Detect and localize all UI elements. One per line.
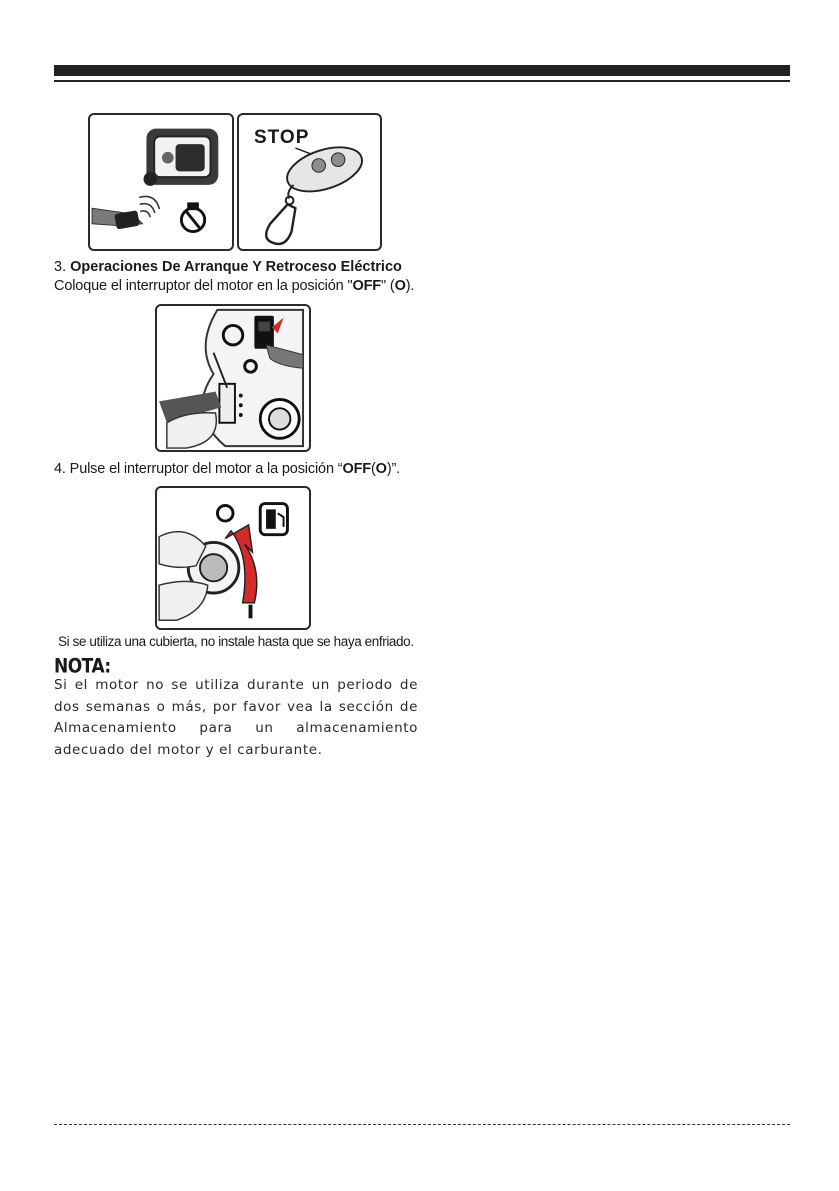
- section3-title: Operaciones De Arranque Y Retroceso Eléctrico: [70, 259, 402, 275]
- stop-label: STOP: [254, 127, 310, 148]
- engine-switch-illustration: [157, 306, 309, 450]
- figure-engine-switch: [155, 304, 311, 452]
- header-rule: [54, 80, 790, 82]
- footer-rule: [54, 1124, 790, 1125]
- key-fob-illustration: [239, 115, 380, 249]
- section4-text-a: 4. Pulse el interruptor del motor a la posición “: [54, 461, 343, 477]
- section3-off: OFF: [352, 278, 381, 294]
- section3-text-c: ).: [405, 278, 415, 294]
- nota-title: NOTA:: [54, 655, 111, 678]
- figure-generator-remote: [88, 113, 234, 251]
- figure-stop-remote: [237, 113, 382, 251]
- section4-text-b: (: [370, 461, 376, 477]
- section3-instruction: [54, 277, 414, 295]
- section3-number: 3.: [54, 259, 67, 275]
- section4-o: O: [375, 461, 387, 477]
- section4-off: OFF: [342, 461, 371, 477]
- figure-fuel-knob: [155, 486, 311, 630]
- header-bar: [54, 65, 790, 76]
- section3-text-a: Coloque el interruptor del motor en la posición ": [54, 278, 353, 294]
- section3-o: O: [394, 278, 406, 294]
- nota-body: Si el motor no se utiliza durante un periodo de dos semanas o más, por favor vea la sección de Almacenamiento para un almacenamiento adecuado del motor y el carburante.: [54, 677, 418, 758]
- generator-remote-illustration: [90, 115, 232, 249]
- fuel-knob-illustration: [157, 488, 309, 628]
- section4-text-c: )”.: [386, 461, 401, 477]
- section3-heading: [54, 258, 402, 276]
- section4-instruction: [54, 460, 400, 478]
- cover-caption: Si se utiliza una cubierta, no instale hasta que se haya enfriado.: [58, 634, 414, 649]
- section3-text-b: " (: [381, 278, 395, 294]
